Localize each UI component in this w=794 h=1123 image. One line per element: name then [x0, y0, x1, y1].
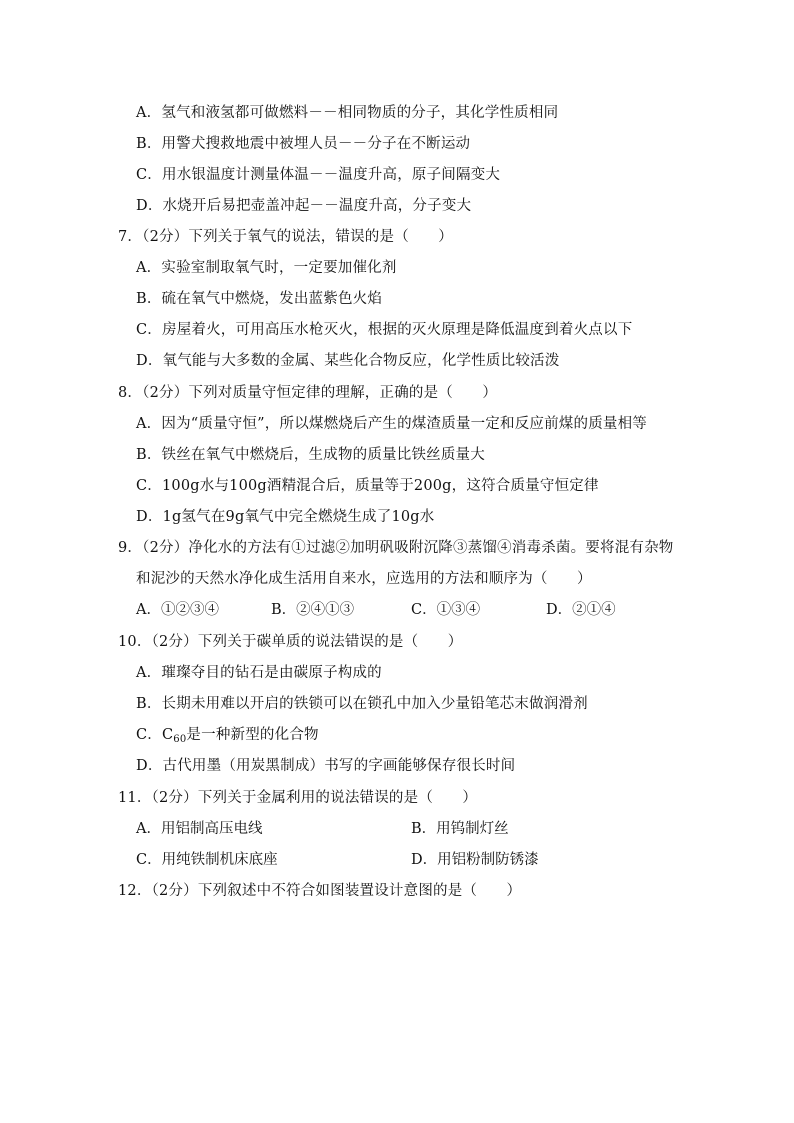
q9-option-a: A．①②③④	[136, 602, 219, 618]
q6-option-c: C．用水银温度计测量体温－－温度升高，原子间隔变大	[136, 167, 501, 183]
q10-option-c-subscript: 60	[173, 734, 187, 745]
q11-stem: 11．（2分）下列关于金属利用的说法错误的是（ ）	[118, 790, 478, 806]
q8-option-a: A．因为“质量守恒”，所以煤燃烧后产生的煤渣质量一定和反应前煤的质量相等	[136, 416, 647, 432]
q7-option-c: C．房屋着火，可用高压水枪灭火，根据的灭火原理是降低温度到着火点以下	[136, 322, 633, 338]
q12-stem: 12．（2分）下列叙述中不符合如图装置设计意图的是（ ）	[118, 883, 522, 899]
q9-stem-line2: 和泥沙的天然水净化成生活用自来水，应选用的方法和顺序为（ ）	[136, 571, 592, 587]
q11-option-a: A．用铝制高压电线	[136, 821, 263, 837]
q10-option-d: D．古代用墨（用炭黑制成）书写的字画能够保存很长时间	[136, 758, 516, 774]
q11-option-d: D．用铝粉制防锈漆	[411, 852, 539, 868]
q7-option-b: B．硫在氧气中燃烧，发出蓝紫色火焰	[136, 291, 383, 307]
q8-option-c: C．100g水与100g酒精混合后，质量等于200g，这符合质量守恒定律	[136, 478, 599, 494]
q9-stem-line1: 9．（2分）净化水的方法有①过滤②加明矾吸附沉降③蒸馏④消毒杀菌。要将混有杂物	[118, 540, 674, 556]
q7-option-a: A．实验室制取氧气时，一定要加催化剂	[136, 260, 397, 276]
q7-stem: 7．（2分）下列关于氧气的说法，错误的是（ ）	[118, 229, 453, 245]
q11-option-b: B．用钨制灯丝	[411, 821, 509, 837]
q10-option-b: B．长期未用难以开启的铁锁可以在锁孔中加入少量铅笔芯末做润滑剂	[136, 696, 588, 712]
q10-option-c-suffix: 是一种新型的化合物	[186, 727, 319, 743]
q10-option-a: A．璀璨夺目的钻石是由碳原子构成的	[136, 665, 382, 681]
q8-stem: 8．（2分）下列对质量守恒定律的理解，正确的是（ ）	[118, 385, 498, 401]
q6-option-b: B．用警犬搜救地震中被埋人员－－分子在不断运动	[136, 136, 471, 152]
q10-option-c	[136, 725, 319, 745]
q8-option-d: D．1g氢气在9g氧气中完全燃烧生成了10g水	[136, 509, 435, 525]
q8-option-b: B．铁丝在氧气中燃烧后，生成物的质量比铁丝质量大	[136, 447, 485, 463]
q10-stem: 10．（2分）下列关于碳单质的说法错误的是（ ）	[118, 634, 463, 650]
q10-option-c-prefix: C．C	[136, 727, 174, 743]
q9-option-d: D．②①④	[546, 602, 616, 618]
q7-option-d: D．氧气能与大多数的金属、某些化合物反应，化学性质比较活泼	[136, 353, 560, 369]
q6-option-d: D．水烧开后易把壶盖冲起－－温度升高，分子变大	[136, 198, 472, 214]
q9-option-b: B．②④①③	[271, 602, 355, 618]
q11-option-c: C．用纯铁制机床底座	[136, 852, 278, 868]
q6-option-a: A．氢气和液氢都可做燃料－－相同物质的分子，其化学性质相同	[136, 105, 559, 121]
q9-option-c: C．①③④	[411, 602, 481, 618]
